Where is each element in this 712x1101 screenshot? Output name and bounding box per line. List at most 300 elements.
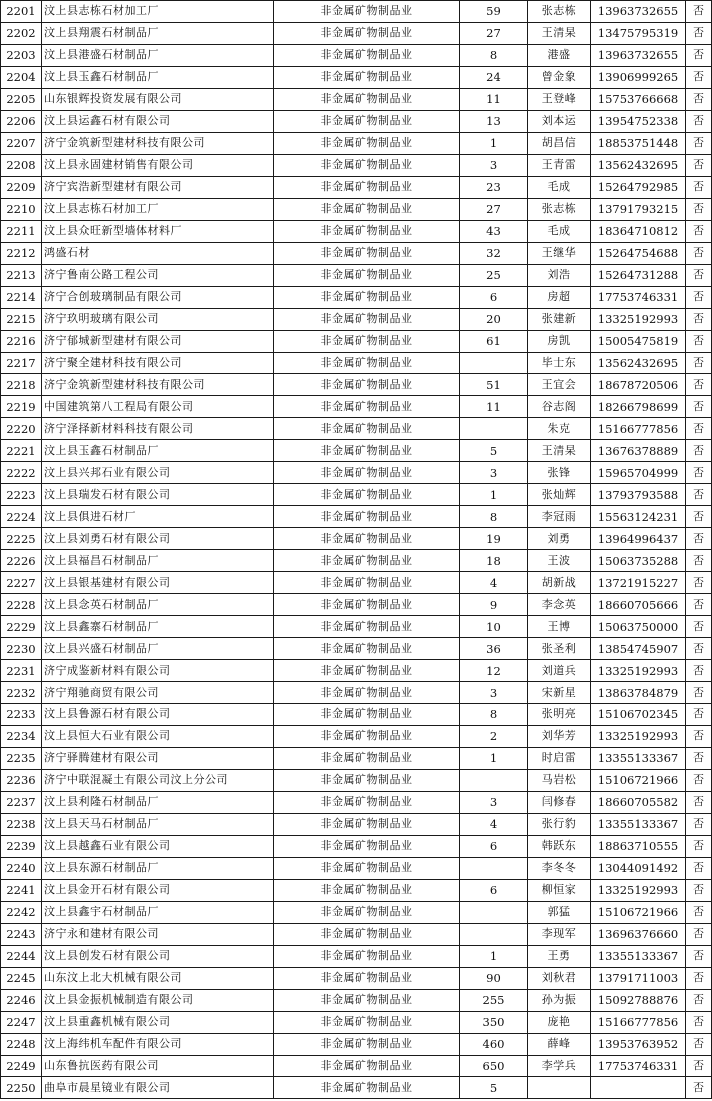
- contact-person: 毛成: [528, 176, 591, 198]
- company-name: 济宁郁城新型建材有限公司: [42, 330, 274, 352]
- row-number: 2236: [1, 769, 42, 791]
- employee-count: 25: [460, 264, 528, 286]
- phone-number: 18678720506: [591, 374, 686, 396]
- employee-count: 5: [460, 1077, 528, 1099]
- phone-number: 13475795319: [591, 22, 686, 44]
- employee-count: 1: [460, 484, 528, 506]
- industry: 非金属矿物制品业: [274, 769, 460, 791]
- contact-person: 刘本运: [528, 110, 591, 132]
- contact-person: 刘浩: [528, 264, 591, 286]
- contact-person: 胡昌信: [528, 132, 591, 154]
- phone-number: 13791793215: [591, 198, 686, 220]
- table-row: [1, 352, 712, 374]
- employee-count: 350: [460, 1011, 528, 1033]
- employee-count: 59: [460, 1, 528, 23]
- contact-person: 张锋: [528, 462, 591, 484]
- row-number: 2223: [1, 484, 42, 506]
- phone-number: 17753746331: [591, 1055, 686, 1077]
- flag-cell: 否: [686, 660, 712, 682]
- contact-person: 李学兵: [528, 1055, 591, 1077]
- table-row: [1, 813, 712, 835]
- row-number: 2241: [1, 879, 42, 901]
- table-row: [1, 594, 712, 616]
- industry: 非金属矿物制品业: [274, 110, 460, 132]
- industry: 非金属矿物制品业: [274, 440, 460, 462]
- row-number: 2219: [1, 396, 42, 418]
- flag-cell: 否: [686, 374, 712, 396]
- employee-count: 9: [460, 594, 528, 616]
- company-name: 汶上县港盛石材制品厂: [42, 44, 274, 66]
- flag-cell: 否: [686, 66, 712, 88]
- table-body: [1, 1, 712, 1099]
- phone-number: 13562432695: [591, 154, 686, 176]
- row-number: 2245: [1, 967, 42, 989]
- row-number: 2248: [1, 1033, 42, 1055]
- company-name: 汶上县金开石材有限公司: [42, 879, 274, 901]
- phone-number: 18863710555: [591, 835, 686, 857]
- company-name: 汶上县鑫寨石材制品厂: [42, 616, 274, 638]
- industry: 非金属矿物制品业: [274, 660, 460, 682]
- industry: 非金属矿物制品业: [274, 220, 460, 242]
- phone-number: 13325192993: [591, 660, 686, 682]
- table-row: [1, 572, 712, 594]
- employee-count: 650: [460, 1055, 528, 1077]
- flag-cell: 否: [686, 879, 712, 901]
- row-number: 2247: [1, 1011, 42, 1033]
- table-row: [1, 1011, 712, 1033]
- phone-number: 13953763952: [591, 1033, 686, 1055]
- employee-count: 20: [460, 308, 528, 330]
- employee-count: 24: [460, 66, 528, 88]
- employee-count: 1: [460, 945, 528, 967]
- table-row: [1, 660, 712, 682]
- flag-cell: 否: [686, 967, 712, 989]
- table-row: [1, 725, 712, 747]
- row-number: 2218: [1, 374, 42, 396]
- table-row: [1, 835, 712, 857]
- contact-person: 张灿辉: [528, 484, 591, 506]
- flag-cell: 否: [686, 440, 712, 462]
- phone-number: 13906999265: [591, 66, 686, 88]
- industry: 非金属矿物制品业: [274, 352, 460, 374]
- contact-person: 毕士东: [528, 352, 591, 374]
- table-row: [1, 791, 712, 813]
- row-number: 2214: [1, 286, 42, 308]
- flag-cell: 否: [686, 242, 712, 264]
- company-name: 济宁玖明玻璃有限公司: [42, 308, 274, 330]
- industry: 非金属矿物制品业: [274, 747, 460, 769]
- employee-count: 19: [460, 528, 528, 550]
- table-row: [1, 462, 712, 484]
- industry: 非金属矿物制品业: [274, 44, 460, 66]
- employee-count: 2: [460, 725, 528, 747]
- company-name: 济宁金筑新型建材科技有限公司: [42, 374, 274, 396]
- contact-person: 张明亮: [528, 704, 591, 726]
- table-row: [1, 528, 712, 550]
- phone-number: 15753766668: [591, 88, 686, 110]
- flag-cell: 否: [686, 132, 712, 154]
- row-number: 2235: [1, 747, 42, 769]
- company-name: 济宁宾浩新型建材有限公司: [42, 176, 274, 198]
- phone-number: 13793793588: [591, 484, 686, 506]
- phone-number: 13044091492: [591, 857, 686, 879]
- employee-count: 11: [460, 396, 528, 418]
- contact-person: 谷志阁: [528, 396, 591, 418]
- contact-person: 薛峰: [528, 1033, 591, 1055]
- contact-person: 张建新: [528, 308, 591, 330]
- industry: 非金属矿物制品业: [274, 901, 460, 923]
- flag-cell: 否: [686, 923, 712, 945]
- contact-person: 港盛: [528, 44, 591, 66]
- industry: 非金属矿物制品业: [274, 923, 460, 945]
- row-number: 2228: [1, 594, 42, 616]
- contact-person: 王清杲: [528, 440, 591, 462]
- industry: 非金属矿物制品业: [274, 374, 460, 396]
- phone-number: 15264792985: [591, 176, 686, 198]
- flag-cell: 否: [686, 308, 712, 330]
- industry: 非金属矿物制品业: [274, 22, 460, 44]
- row-number: 2231: [1, 660, 42, 682]
- contact-person: 李现军: [528, 923, 591, 945]
- industry: 非金属矿物制品业: [274, 638, 460, 660]
- table-row: [1, 1055, 712, 1077]
- row-number: 2217: [1, 352, 42, 374]
- phone-number: 18660705582: [591, 791, 686, 813]
- table-row: [1, 506, 712, 528]
- phone-number: 15063750000: [591, 616, 686, 638]
- phone-number: 13676378889: [591, 440, 686, 462]
- industry: 非金属矿物制品业: [274, 330, 460, 352]
- industry: 非金属矿物制品业: [274, 879, 460, 901]
- table-row: [1, 308, 712, 330]
- company-name: 济宁金筑新型建材科技有限公司: [42, 132, 274, 154]
- phone-number: 17753746331: [591, 286, 686, 308]
- table-row: [1, 198, 712, 220]
- phone-number: 15264731288: [591, 264, 686, 286]
- phone-number: 15063735288: [591, 550, 686, 572]
- flag-cell: 否: [686, 835, 712, 857]
- industry: 非金属矿物制品业: [274, 506, 460, 528]
- table-row: [1, 154, 712, 176]
- table-row: [1, 396, 712, 418]
- table-row: [1, 682, 712, 704]
- row-number: 2207: [1, 132, 42, 154]
- row-number: 2250: [1, 1077, 42, 1099]
- employee-count: 27: [460, 22, 528, 44]
- contact-person: 曾金象: [528, 66, 591, 88]
- flag-cell: 否: [686, 747, 712, 769]
- company-name: 汶上县玉鑫石材制品厂: [42, 66, 274, 88]
- table-row: [1, 616, 712, 638]
- industry: 非金属矿物制品业: [274, 286, 460, 308]
- company-name: 山东鲁抗医药有限公司: [42, 1055, 274, 1077]
- flag-cell: 否: [686, 198, 712, 220]
- employee-count: 8: [460, 704, 528, 726]
- employee-count: 3: [460, 154, 528, 176]
- contact-person: 王博: [528, 616, 591, 638]
- company-name: 济宁泽择新材料科技有限公司: [42, 418, 274, 440]
- table-row: [1, 286, 712, 308]
- industry: 非金属矿物制品业: [274, 857, 460, 879]
- industry: 非金属矿物制品业: [274, 1077, 460, 1099]
- phone-number: 13854745907: [591, 638, 686, 660]
- industry: 非金属矿物制品业: [274, 88, 460, 110]
- flag-cell: 否: [686, 506, 712, 528]
- employee-count: 460: [460, 1033, 528, 1055]
- flag-cell: 否: [686, 1, 712, 23]
- employee-count: 8: [460, 44, 528, 66]
- row-number: 2226: [1, 550, 42, 572]
- contact-person: [528, 1077, 591, 1099]
- company-name: 汶上县志栋石材加工厂: [42, 1, 274, 23]
- company-name: 汶上县重鑫机械有限公司: [42, 1011, 274, 1033]
- phone-number: 15005475819: [591, 330, 686, 352]
- industry: 非金属矿物制品业: [274, 396, 460, 418]
- table-row: [1, 704, 712, 726]
- phone-number: 18364710812: [591, 220, 686, 242]
- row-number: 2209: [1, 176, 42, 198]
- contact-person: 朱克: [528, 418, 591, 440]
- industry: 非金属矿物制品业: [274, 813, 460, 835]
- employee-count: [460, 418, 528, 440]
- row-number: 2239: [1, 835, 42, 857]
- company-name: 汶上县东源石材制品厂: [42, 857, 274, 879]
- contact-person: 宋新星: [528, 682, 591, 704]
- contact-person: 孙为振: [528, 989, 591, 1011]
- row-number: 2215: [1, 308, 42, 330]
- employee-count: 3: [460, 462, 528, 484]
- industry: 非金属矿物制品业: [274, 242, 460, 264]
- phone-number: 13325192993: [591, 725, 686, 747]
- phone-number: 13963732655: [591, 1, 686, 23]
- company-name: 汶上县鑫宇石材制品厂: [42, 901, 274, 923]
- phone-number: 13721915227: [591, 572, 686, 594]
- flag-cell: 否: [686, 418, 712, 440]
- company-name: 汶上县志栋石材加工厂: [42, 198, 274, 220]
- industry: 非金属矿物制品业: [274, 418, 460, 440]
- flag-cell: 否: [686, 88, 712, 110]
- industry: 非金属矿物制品业: [274, 264, 460, 286]
- row-number: 2225: [1, 528, 42, 550]
- flag-cell: 否: [686, 857, 712, 879]
- contact-person: 王青雷: [528, 154, 591, 176]
- industry: 非金属矿物制品业: [274, 198, 460, 220]
- company-name: 汶上县永固建材销售有限公司: [42, 154, 274, 176]
- employee-count: 18: [460, 550, 528, 572]
- employee-count: 36: [460, 638, 528, 660]
- flag-cell: 否: [686, 616, 712, 638]
- row-number: 2224: [1, 506, 42, 528]
- row-number: 2230: [1, 638, 42, 660]
- company-name: 汶上县运鑫石材有限公司: [42, 110, 274, 132]
- company-name: 汶上县创发石材有限公司: [42, 945, 274, 967]
- industry: 非金属矿物制品业: [274, 791, 460, 813]
- flag-cell: 否: [686, 1011, 712, 1033]
- flag-cell: 否: [686, 901, 712, 923]
- industry: 非金属矿物制品业: [274, 1055, 460, 1077]
- company-name: 汶上县恒大石业有限公司: [42, 725, 274, 747]
- row-number: 2243: [1, 923, 42, 945]
- phone-number: 15264754688: [591, 242, 686, 264]
- contact-person: 毛成: [528, 220, 591, 242]
- company-name: 汶上县福昌石材制品厂: [42, 550, 274, 572]
- flag-cell: 否: [686, 484, 712, 506]
- phone-number: 18853751448: [591, 132, 686, 154]
- row-number: 2205: [1, 88, 42, 110]
- flag-cell: 否: [686, 1055, 712, 1077]
- phone-number: 13325192993: [591, 308, 686, 330]
- flag-cell: 否: [686, 945, 712, 967]
- industry: 非金属矿物制品业: [274, 989, 460, 1011]
- company-name: 中国建筑第八工程局有限公司: [42, 396, 274, 418]
- flag-cell: 否: [686, 264, 712, 286]
- industry: 非金属矿物制品业: [274, 132, 460, 154]
- table-row: [1, 1033, 712, 1055]
- table-row: [1, 857, 712, 879]
- contact-person: 王继华: [528, 242, 591, 264]
- company-name: 汶上县玉鑫石材制品厂: [42, 440, 274, 462]
- table-row: [1, 967, 712, 989]
- table-row: [1, 550, 712, 572]
- phone-number: 13355133367: [591, 813, 686, 835]
- row-number: 2204: [1, 66, 42, 88]
- flag-cell: 否: [686, 44, 712, 66]
- company-name: 济宁聚全建材科技有限公司: [42, 352, 274, 374]
- employee-count: 4: [460, 572, 528, 594]
- industry: 非金属矿物制品业: [274, 1033, 460, 1055]
- phone-number: 13954752338: [591, 110, 686, 132]
- company-name: 济宁驿腾建材有限公司: [42, 747, 274, 769]
- table-row: [1, 242, 712, 264]
- flag-cell: 否: [686, 725, 712, 747]
- company-name: 汶上县金振机械制造有限公司: [42, 989, 274, 1011]
- company-name: 济宁鲁南公路工程公司: [42, 264, 274, 286]
- phone-number: 15563124231: [591, 506, 686, 528]
- industry: 非金属矿物制品业: [274, 66, 460, 88]
- contact-person: 王宜会: [528, 374, 591, 396]
- flag-cell: 否: [686, 791, 712, 813]
- contact-person: 胡新战: [528, 572, 591, 594]
- employee-count: 61: [460, 330, 528, 352]
- contact-person: 张圣利: [528, 638, 591, 660]
- employee-count: 4: [460, 813, 528, 835]
- phone-number: 15965704999: [591, 462, 686, 484]
- company-name: 曲阜市晨星镜业有限公司: [42, 1077, 274, 1099]
- employee-count: 43: [460, 220, 528, 242]
- company-name: 鸿盛石材: [42, 242, 274, 264]
- flag-cell: 否: [686, 704, 712, 726]
- table-row: [1, 879, 712, 901]
- phone-number: 15092788876: [591, 989, 686, 1011]
- flag-cell: 否: [686, 572, 712, 594]
- employee-count: 1: [460, 747, 528, 769]
- company-name: 汶上海纬机车配件有限公司: [42, 1033, 274, 1055]
- industry: 非金属矿物制品业: [274, 835, 460, 857]
- contact-person: 张行豹: [528, 813, 591, 835]
- company-name: 山东汶上北大机械有限公司: [42, 967, 274, 989]
- flag-cell: 否: [686, 550, 712, 572]
- row-number: 2213: [1, 264, 42, 286]
- row-number: 2242: [1, 901, 42, 923]
- table-row: [1, 1, 712, 23]
- flag-cell: 否: [686, 462, 712, 484]
- flag-cell: 否: [686, 330, 712, 352]
- employee-count: 13: [460, 110, 528, 132]
- phone-number: 18266798699: [591, 396, 686, 418]
- row-number: 2240: [1, 857, 42, 879]
- table-row: [1, 176, 712, 198]
- table-row: [1, 330, 712, 352]
- row-number: 2220: [1, 418, 42, 440]
- phone-number: 15106702345: [591, 704, 686, 726]
- industry: 非金属矿物制品业: [274, 550, 460, 572]
- contact-person: 李冬冬: [528, 857, 591, 879]
- table-row: [1, 747, 712, 769]
- phone-number: 13696376660: [591, 923, 686, 945]
- row-number: 2233: [1, 704, 42, 726]
- industry: 非金属矿物制品业: [274, 176, 460, 198]
- contact-person: 王波: [528, 550, 591, 572]
- flag-cell: 否: [686, 1033, 712, 1055]
- row-number: 2222: [1, 462, 42, 484]
- contact-person: 闫修春: [528, 791, 591, 813]
- employee-count: 255: [460, 989, 528, 1011]
- contact-person: 郭猛: [528, 901, 591, 923]
- table-row: [1, 132, 712, 154]
- industry: 非金属矿物制品业: [274, 682, 460, 704]
- contact-person: 李念英: [528, 594, 591, 616]
- row-number: 2234: [1, 725, 42, 747]
- flag-cell: 否: [686, 1077, 712, 1099]
- row-number: 2237: [1, 791, 42, 813]
- employee-count: 8: [460, 506, 528, 528]
- table-row: [1, 110, 712, 132]
- industry: 非金属矿物制品业: [274, 594, 460, 616]
- company-name: 济宁成鉴新材料有限公司: [42, 660, 274, 682]
- table-row: [1, 484, 712, 506]
- flag-cell: 否: [686, 813, 712, 835]
- table-row: [1, 220, 712, 242]
- table-row: [1, 638, 712, 660]
- company-name: 汶上县天马石材制品厂: [42, 813, 274, 835]
- contact-person: 房凯: [528, 330, 591, 352]
- company-name: 汶上县瑞发石材有限公司: [42, 484, 274, 506]
- contact-person: 庞艳: [528, 1011, 591, 1033]
- table-row: [1, 418, 712, 440]
- table-row: [1, 66, 712, 88]
- row-number: 2206: [1, 110, 42, 132]
- contact-person: 张志栋: [528, 198, 591, 220]
- contact-person: 张志栋: [528, 1, 591, 23]
- flag-cell: 否: [686, 352, 712, 374]
- industry: 非金属矿物制品业: [274, 1011, 460, 1033]
- phone-number: 13562432695: [591, 352, 686, 374]
- company-name: 汶上县念英石材制品厂: [42, 594, 274, 616]
- employee-count: 51: [460, 374, 528, 396]
- employee-count: 3: [460, 682, 528, 704]
- phone-number: 15106721966: [591, 769, 686, 791]
- row-number: 2249: [1, 1055, 42, 1077]
- industry: 非金属矿物制品业: [274, 462, 460, 484]
- flag-cell: 否: [686, 286, 712, 308]
- company-name: 汶上县众旺新型墙体材料厂: [42, 220, 274, 242]
- table-row: [1, 901, 712, 923]
- contact-person: 马岩松: [528, 769, 591, 791]
- contact-person: 王登峰: [528, 88, 591, 110]
- phone-number: 13963732655: [591, 44, 686, 66]
- contact-person: 刘秋君: [528, 967, 591, 989]
- contact-person: 刘道兵: [528, 660, 591, 682]
